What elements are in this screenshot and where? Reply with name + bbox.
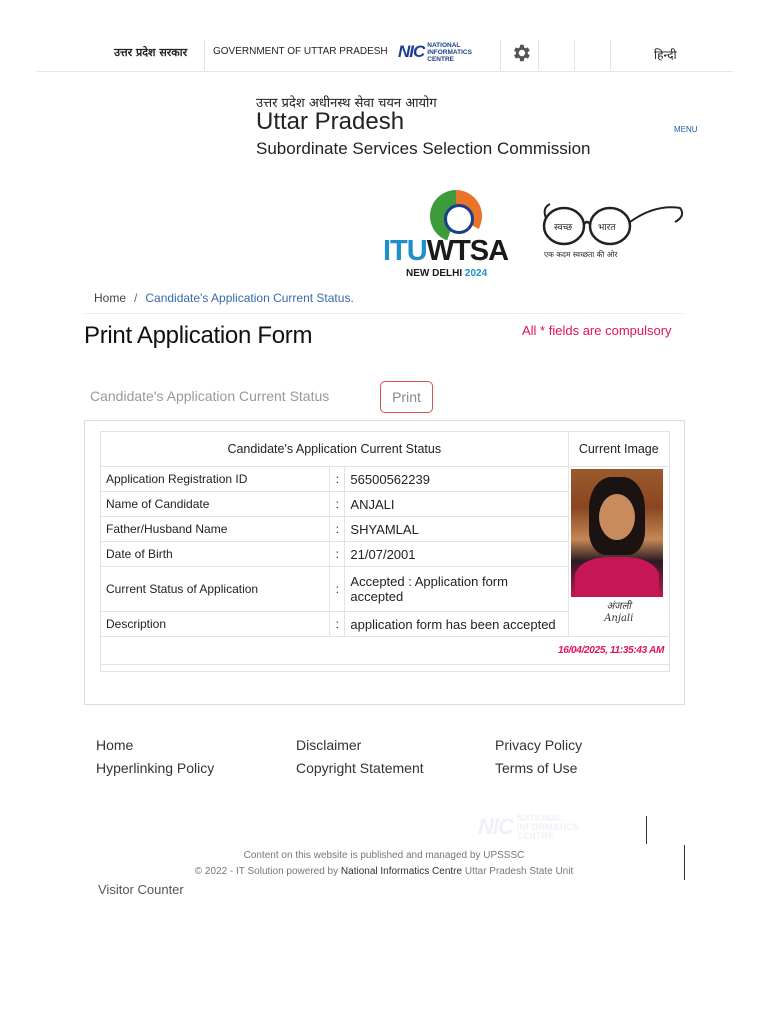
footer-link-home[interactable]: Home xyxy=(96,737,134,753)
top-bar xyxy=(36,36,733,72)
row-colon: : xyxy=(330,467,345,492)
divider xyxy=(610,40,611,70)
divider xyxy=(500,40,501,70)
visitor-counter: Visitor Counter xyxy=(98,882,184,897)
row-label: Application Registration ID xyxy=(101,467,330,492)
commission-hindi-name: उत्तर प्रदेश अधीनस्थ सेवा चयन आयोग xyxy=(256,96,437,111)
nic-link[interactable]: National Informatics Centre xyxy=(340,866,463,877)
divider xyxy=(538,40,539,70)
row-colon: : xyxy=(330,492,345,517)
registration-id-value: 56500562239 xyxy=(345,467,568,492)
footer-link-privacy[interactable]: Privacy Policy xyxy=(495,737,583,753)
row-label: Name of Candidate xyxy=(101,492,330,517)
father-name-value: SHYAMLAL xyxy=(345,517,568,542)
breadcrumb xyxy=(94,291,354,305)
itu-wtsa-logo[interactable] xyxy=(383,190,528,282)
compulsory-note: All * fields are compulsory xyxy=(522,323,672,338)
image-cell xyxy=(568,467,669,637)
divider xyxy=(574,40,575,70)
breadcrumb-separator: / xyxy=(134,291,138,305)
copyright-note: © 2022 - IT Solution powered by National Informatics Centre Uttar Pradesh State Unit xyxy=(194,866,574,877)
footer-link-copyright[interactable]: Copyright Statement xyxy=(296,760,424,776)
row-label: Date of Birth xyxy=(101,542,330,567)
language-toggle-link[interactable]: हिन्दी xyxy=(654,48,677,62)
nic-mark: NIC xyxy=(398,42,425,61)
divider xyxy=(646,816,647,844)
swachh-text: स्वच्छ xyxy=(554,223,573,233)
status-value: Accepted : Application form accepted xyxy=(345,567,568,612)
candidate-signature: अंजली Anjali xyxy=(604,601,634,624)
itu-wordmark: ITUWTSA xyxy=(383,235,509,267)
menu-button[interactable]: MENU xyxy=(674,125,698,134)
dob-value: 21/07/2001 xyxy=(345,542,568,567)
itu-location: NEW DELHI 2024 xyxy=(406,268,488,279)
swachh-tagline: एक कदम स्वच्छता की ओर xyxy=(544,250,618,259)
nic-footer-logo[interactable]: NIC NATIONAL INFORMATICS CENTRE xyxy=(478,813,579,841)
footer-link-disclaimer[interactable]: Disclaimer xyxy=(296,737,362,753)
row-colon: : xyxy=(330,542,345,567)
site-subtitle: Subordinate Services Selection Commission xyxy=(256,139,591,158)
nic-logo[interactable] xyxy=(398,41,472,63)
breadcrumb-home[interactable]: Home xyxy=(94,291,127,305)
row-colon: : xyxy=(330,612,345,637)
gear-icon[interactable] xyxy=(510,42,532,64)
timestamp: 16/04/2025, 11:35:43 AM xyxy=(101,637,670,665)
description-value: application form has been accepted xyxy=(345,612,568,637)
bharat-text: भारत xyxy=(598,223,616,233)
divider xyxy=(84,313,684,314)
managed-by-note: Content on this website is published and managed by UPSSSC xyxy=(243,850,525,861)
swachh-bharat-logo[interactable] xyxy=(540,196,685,266)
site-title[interactable]: Uttar Pradesh xyxy=(256,108,405,135)
row-label: Current Status of Application xyxy=(101,567,330,612)
table-spacer xyxy=(101,665,670,672)
print-button[interactable]: Print xyxy=(380,381,433,413)
table-header: Candidate's Application Current Status xyxy=(101,432,569,467)
candidate-photo xyxy=(571,469,663,597)
divider xyxy=(204,40,205,70)
footer-link-hyperlinking[interactable]: Hyperlinking Policy xyxy=(96,760,215,776)
hindi-government-label: उत्तर प्रदेश सरकार xyxy=(114,46,188,59)
status-table xyxy=(100,431,670,672)
page-title: Print Application Form xyxy=(84,322,313,349)
tab-application-status[interactable]: Candidate's Application Current Status xyxy=(90,388,330,404)
candidate-name-value: ANJALI xyxy=(345,492,568,517)
row-label: Description xyxy=(101,612,330,637)
footer-link-terms[interactable]: Terms of Use xyxy=(495,760,578,776)
image-header: Current Image xyxy=(568,432,669,467)
english-government-label: GOVERNMENT OF UTTAR PRADESH xyxy=(213,46,388,57)
breadcrumb-current[interactable]: Candidate's Application Current Status. xyxy=(145,291,354,305)
row-colon: : xyxy=(330,517,345,542)
row-label: Father/Husband Name xyxy=(101,517,330,542)
row-colon: : xyxy=(330,567,345,612)
nic-logo-text: NATIONAL INFORMATICS CENTRE xyxy=(427,41,472,63)
status-card xyxy=(84,420,685,705)
table-row xyxy=(101,467,670,492)
